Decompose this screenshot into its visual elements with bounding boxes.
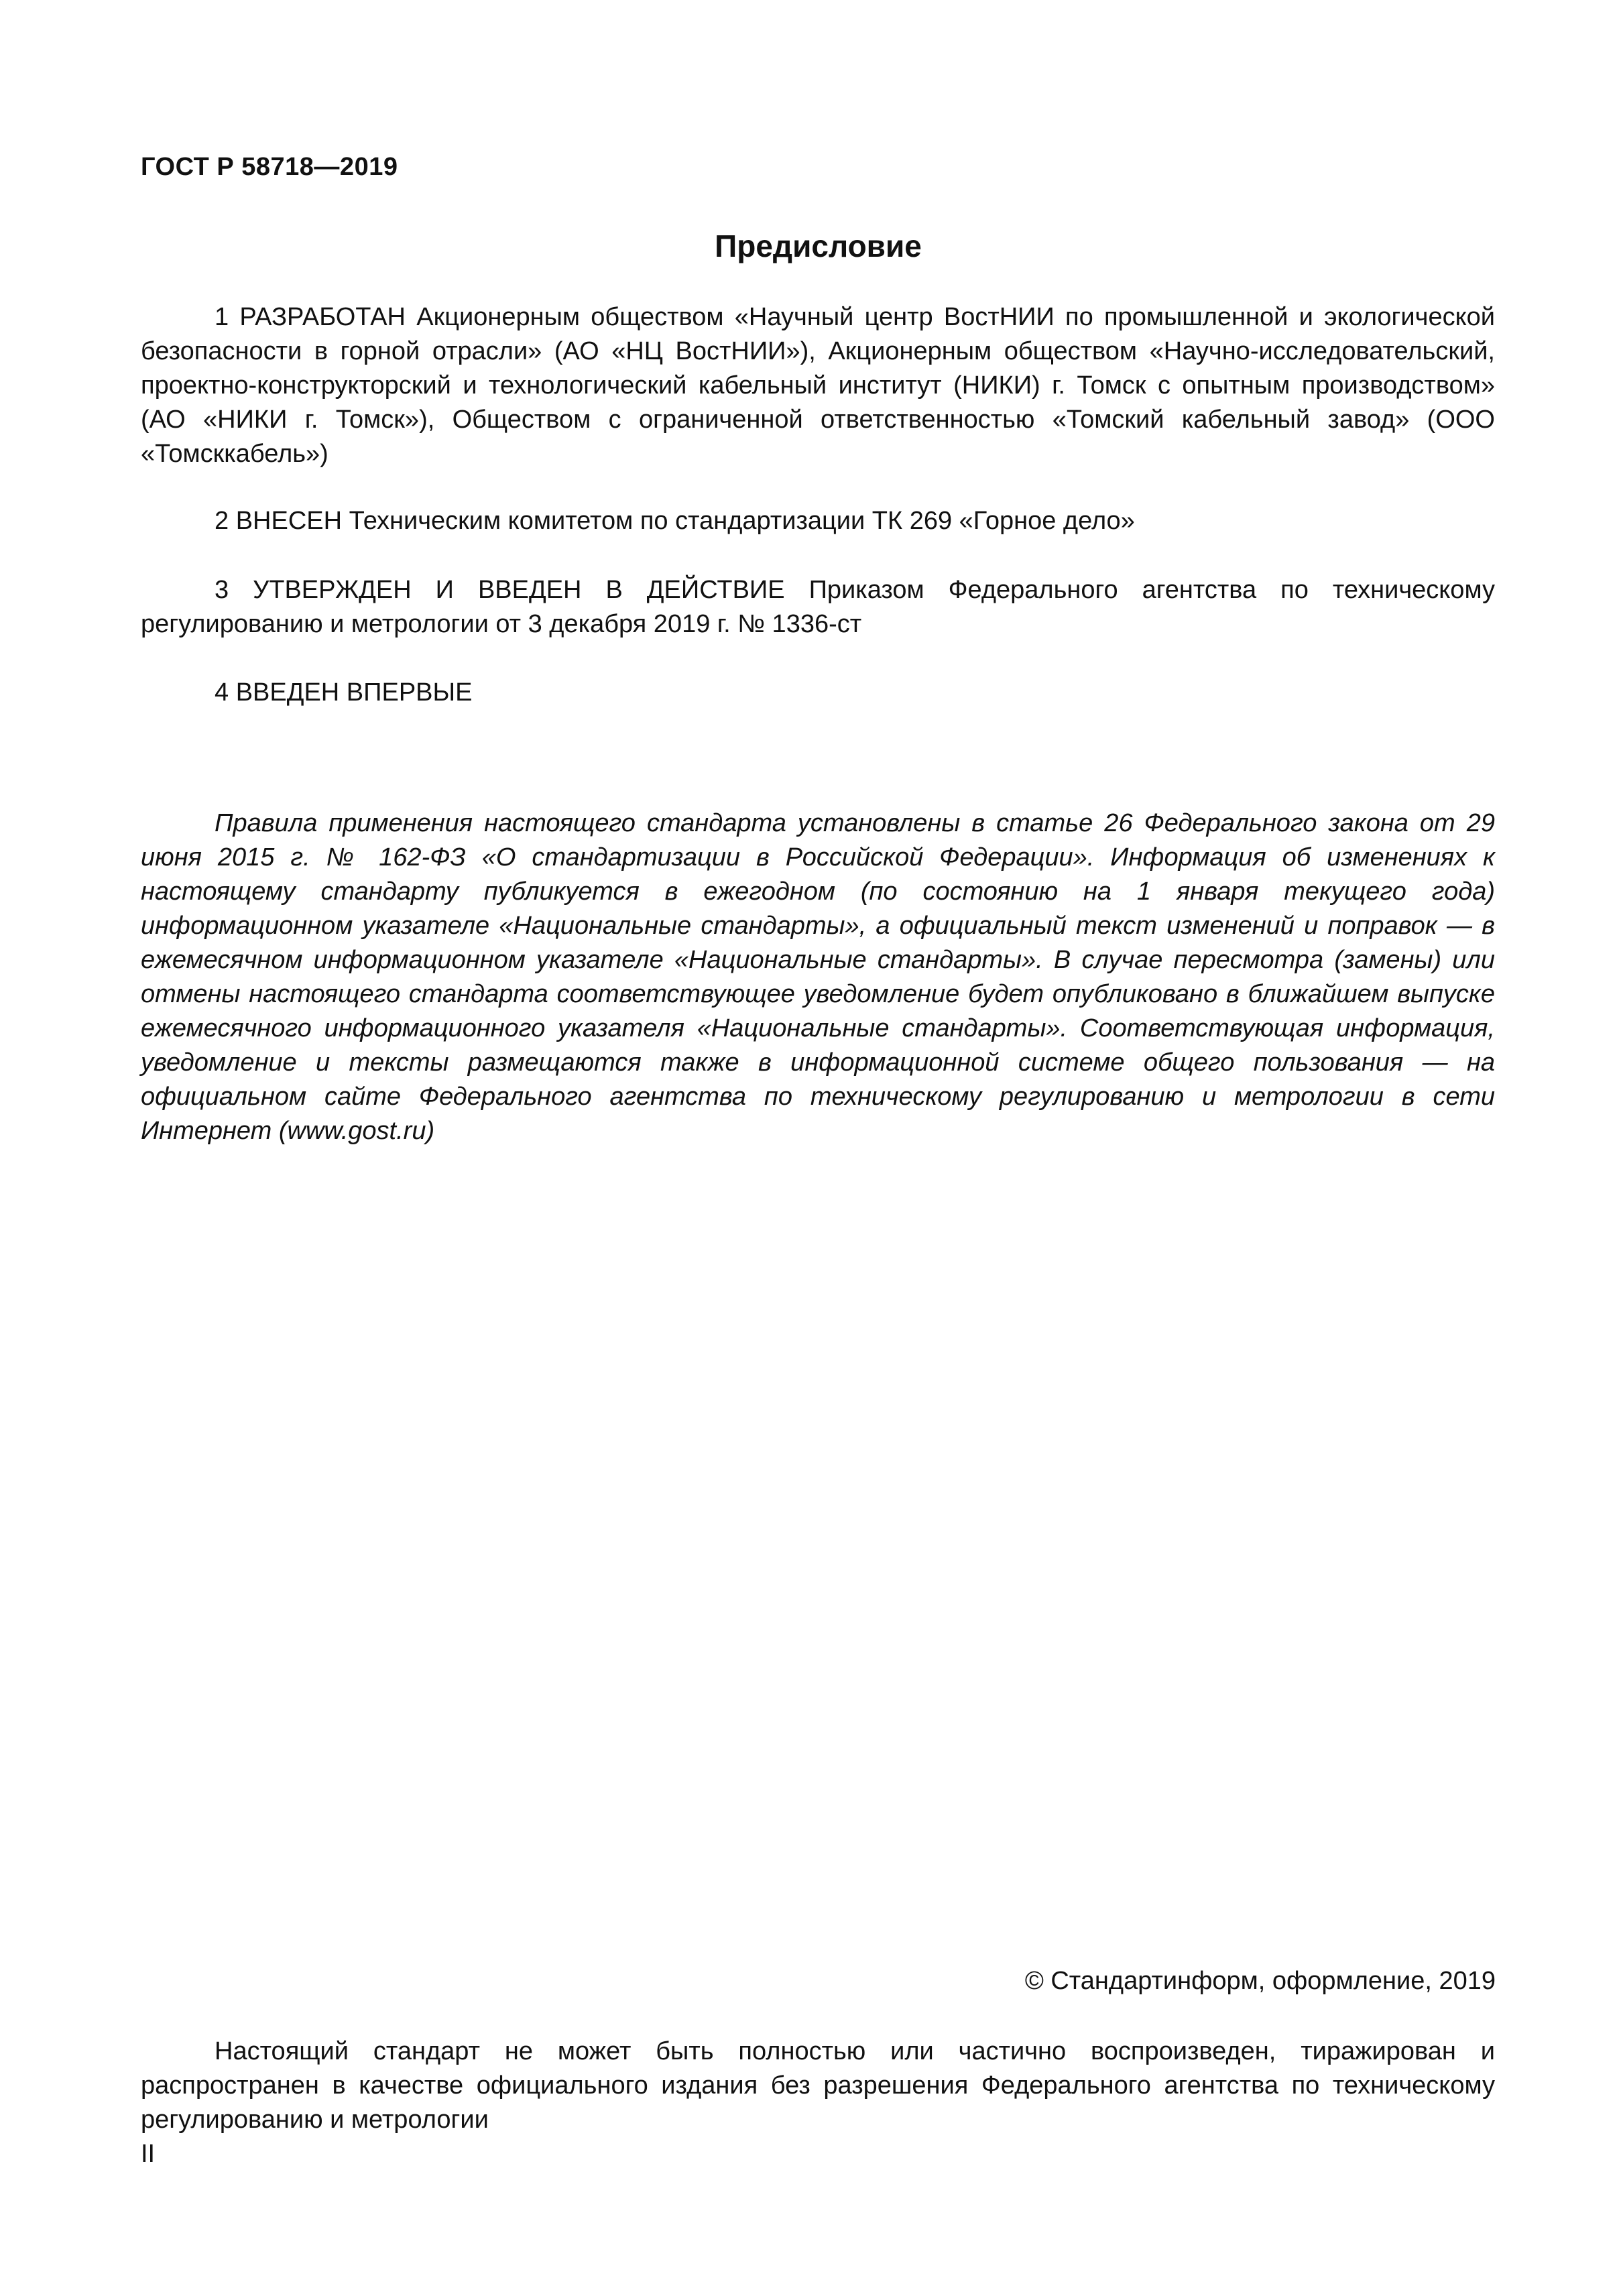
foreword-item-developed xyxy=(141,300,1495,471)
application-rules-notice xyxy=(141,806,1495,1148)
notice-text: Правила применения настоящего стандарта установлены в статье 26 Федерального закона от 29 июня 2015 г. № 162-ФЗ «О стандартизации в Российской Федерации». Информация об изменениях к настоящему стандарту публикуется в ежегодном (по состоянию на 1 января текущего года) информационном указателе «Национальные стандарты», а официальный текст изменений и поправок — в ежемесячном информационном указателе «Национальные стандарты». В случае пересмотра (замены) или отмены настоящего стандарта соответствующее уведомление будет опубликовано в ближайшем выпуске ежемесячного информационного указателя «Национальные стандарты». Соответствующая информация, уведомление и тексты размещаются также в информационной системе общего пользования — на официальном сайте Федерального агентства по техническому регулированию и метрологии в сети Интернет (www.gost.ru) xyxy=(141,809,1495,1145)
foreword-item-text: 4 ВВЕДЕН ВПЕРВЫЕ xyxy=(215,678,473,707)
page-number: II xyxy=(141,2140,156,2168)
foreword-item-text: 2 ВНЕСЕН Техническим комитетом по стандартизации ТК 269 «Горное дело» xyxy=(215,507,1135,535)
document-code: ГОСТ Р 58718—2019 xyxy=(141,153,398,181)
section-title: Предисловие xyxy=(715,229,922,263)
legal-text: Настоящий стандарт не может быть полностью или частично воспроизведен, тиражирован и распространен в качестве официального издания без разрешения Федерального агентства по техническому регулированию и метрологии xyxy=(141,2037,1495,2134)
foreword-item-text: 1 РАЗРАБОТАН Акционерным обществом «Научный центр ВостНИИ по промышленной и экологической безопасности в горной отрасли» (АО «НЦ ВостНИИ»), Акционерным обществом «Научно-исследовательский, проектно-конструкторский и технологический кабельный институт (НИКИ) г. Томск с опытным производством» (АО «НИКИ г. Томск»), Обществом с ограниченной ответственностью «Томский кабельный завод» (ООО «Томсккабель») xyxy=(141,303,1495,468)
copyright-line: © Стандартинформ, оформление, 2019 xyxy=(1024,1967,1496,1995)
foreword-item-text: 3 УТВЕРЖДЕН И ВВЕДЕН В ДЕЙСТВИЕ Приказом Федерального агентства по техническому регулированию и метрологии от 3 декабря 2019 г. № 1336-ст xyxy=(141,576,1495,638)
foreword-item-introduced xyxy=(141,504,1495,538)
foreword-item-first-introduced xyxy=(141,676,1495,710)
foreword-item-approved xyxy=(141,573,1495,642)
reproduction-notice xyxy=(141,2035,1495,2137)
